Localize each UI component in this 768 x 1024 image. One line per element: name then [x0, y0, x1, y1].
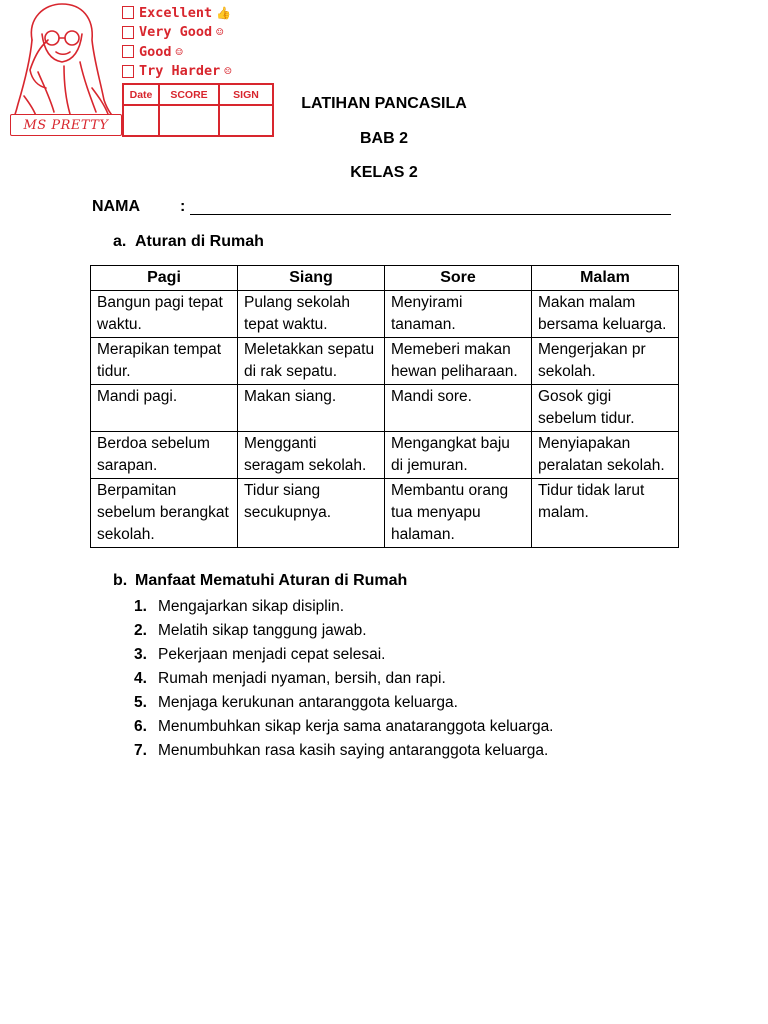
name-label: NAMA: [92, 198, 140, 215]
house-rules-table: [90, 265, 679, 548]
table-cell: Mengangkat baju di jemuran.: [385, 432, 532, 479]
table-cell: Gosok gigi sebelum tidur.: [532, 385, 679, 432]
rating-checklist: [122, 3, 272, 81]
brand-label: MS PRETTY: [10, 114, 122, 136]
section-letter: b.: [113, 572, 128, 589]
table-cell: Tidur siang secukupnya.: [238, 479, 385, 548]
rating-very-good[interactable]: Very Good ☺: [122, 23, 272, 43]
table-cell: Pulang sekolah tepat waktu.: [238, 291, 385, 338]
table-cell: Mandi pagi.: [91, 385, 238, 432]
table-cell: Merapikan tempat tidur.: [91, 338, 238, 385]
table-cell: Mandi sore.: [385, 385, 532, 432]
rating-good[interactable]: Good ☺: [122, 42, 272, 62]
section-title: Aturan di Rumah: [135, 233, 264, 250]
column-header: Malam: [532, 266, 679, 291]
chapter-label: BAB 2: [359, 130, 408, 147]
table-cell: Mengganti seragam sekolah.: [238, 432, 385, 479]
section-a-heading: [113, 233, 264, 251]
date-header: Date: [124, 85, 160, 104]
table-row: [91, 432, 679, 479]
item-text: Pekerjaan menjadi cepat selesai.: [158, 646, 386, 663]
item-text: Menumbuhkan sikap kerja sama anataranggota keluarga.: [158, 718, 554, 735]
list-item: [134, 739, 554, 763]
item-text: Rumah menjadi nyaman, bersih, dan rapi.: [158, 670, 446, 687]
item-number: 7.: [134, 742, 147, 759]
section-title: Manfaat Mematuhi Aturan di Rumah: [135, 572, 408, 589]
smile-icon: ☺: [175, 44, 183, 59]
table-cell: Berdoa sebelum sarapan.: [91, 432, 238, 479]
list-item: [134, 691, 554, 715]
list-item: [134, 643, 554, 667]
table-row: [91, 338, 679, 385]
column-header: Sore: [385, 266, 532, 291]
section-letter: a.: [113, 233, 127, 250]
list-item: [134, 667, 554, 691]
list-item: [134, 619, 554, 643]
name-colon: :: [180, 198, 186, 215]
table-cell: Makan malam bersama keluarga.: [532, 291, 679, 338]
frown-icon: ☹: [224, 64, 232, 79]
table-cell: Menyiapakan peralatan sekolah.: [532, 432, 679, 479]
item-text: Melatih sikap tanggung jawab.: [158, 622, 367, 639]
table-cell: Bangun pagi tepat waktu.: [91, 291, 238, 338]
thumbs-up-icon: 👍: [216, 5, 232, 20]
table-row: [91, 291, 679, 338]
grading-stamp: [4, 0, 272, 140]
column-header: Pagi: [91, 266, 238, 291]
column-header: Siang: [238, 266, 385, 291]
item-number: 3.: [134, 646, 147, 663]
grade-label: KELAS 2: [350, 164, 418, 181]
section-b-heading: [113, 572, 407, 590]
checkbox[interactable]: [122, 45, 134, 58]
item-number: 2.: [134, 622, 147, 639]
item-number: 5.: [134, 694, 147, 711]
table-cell: Makan siang.: [238, 385, 385, 432]
table-cell: Meletakkan sepatu di rak sepatu.: [238, 338, 385, 385]
score-header: SCORE: [160, 85, 220, 104]
table-cell: Menyirami tanaman.: [385, 291, 532, 338]
table-cell: Memeberi makan hewan peliharaan.: [385, 338, 532, 385]
item-text: Menjaga kerukunan antaranggota keluarga.: [158, 694, 458, 711]
table-cell: Berpamitan sebelum berangkat sekolah.: [91, 479, 238, 548]
checkbox[interactable]: [122, 65, 134, 78]
item-number: 4.: [134, 670, 147, 687]
item-number: 1.: [134, 598, 147, 615]
table-row: [91, 385, 679, 432]
name-field[interactable]: [190, 214, 671, 215]
table-header-row: [91, 266, 679, 291]
worksheet-title: LATIHAN PANCASILA: [301, 95, 467, 112]
table-cell: Membantu orang tua menyapu halaman.: [385, 479, 532, 548]
sign-header: SIGN: [233, 88, 259, 101]
list-item: [134, 595, 554, 619]
item-number: 6.: [134, 718, 147, 735]
table-cell: Mengerjakan pr sekolah.: [532, 338, 679, 385]
item-text: Menumbuhkan rasa kasih saying antaranggota keluarga.: [158, 742, 549, 759]
item-text: Mengajarkan sikap disiplin.: [158, 598, 345, 615]
list-item: [134, 715, 554, 739]
table-cell: Tidur tidak larut malam.: [532, 479, 679, 548]
benefits-list: [134, 595, 554, 763]
smile-icon: ☺: [216, 25, 224, 40]
rating-try-harder[interactable]: Try Harder ☹: [122, 62, 272, 82]
checkbox[interactable]: [122, 6, 134, 19]
rating-excellent[interactable]: Excellent 👍: [122, 3, 272, 23]
checkbox[interactable]: [122, 26, 134, 39]
table-row: [91, 479, 679, 548]
